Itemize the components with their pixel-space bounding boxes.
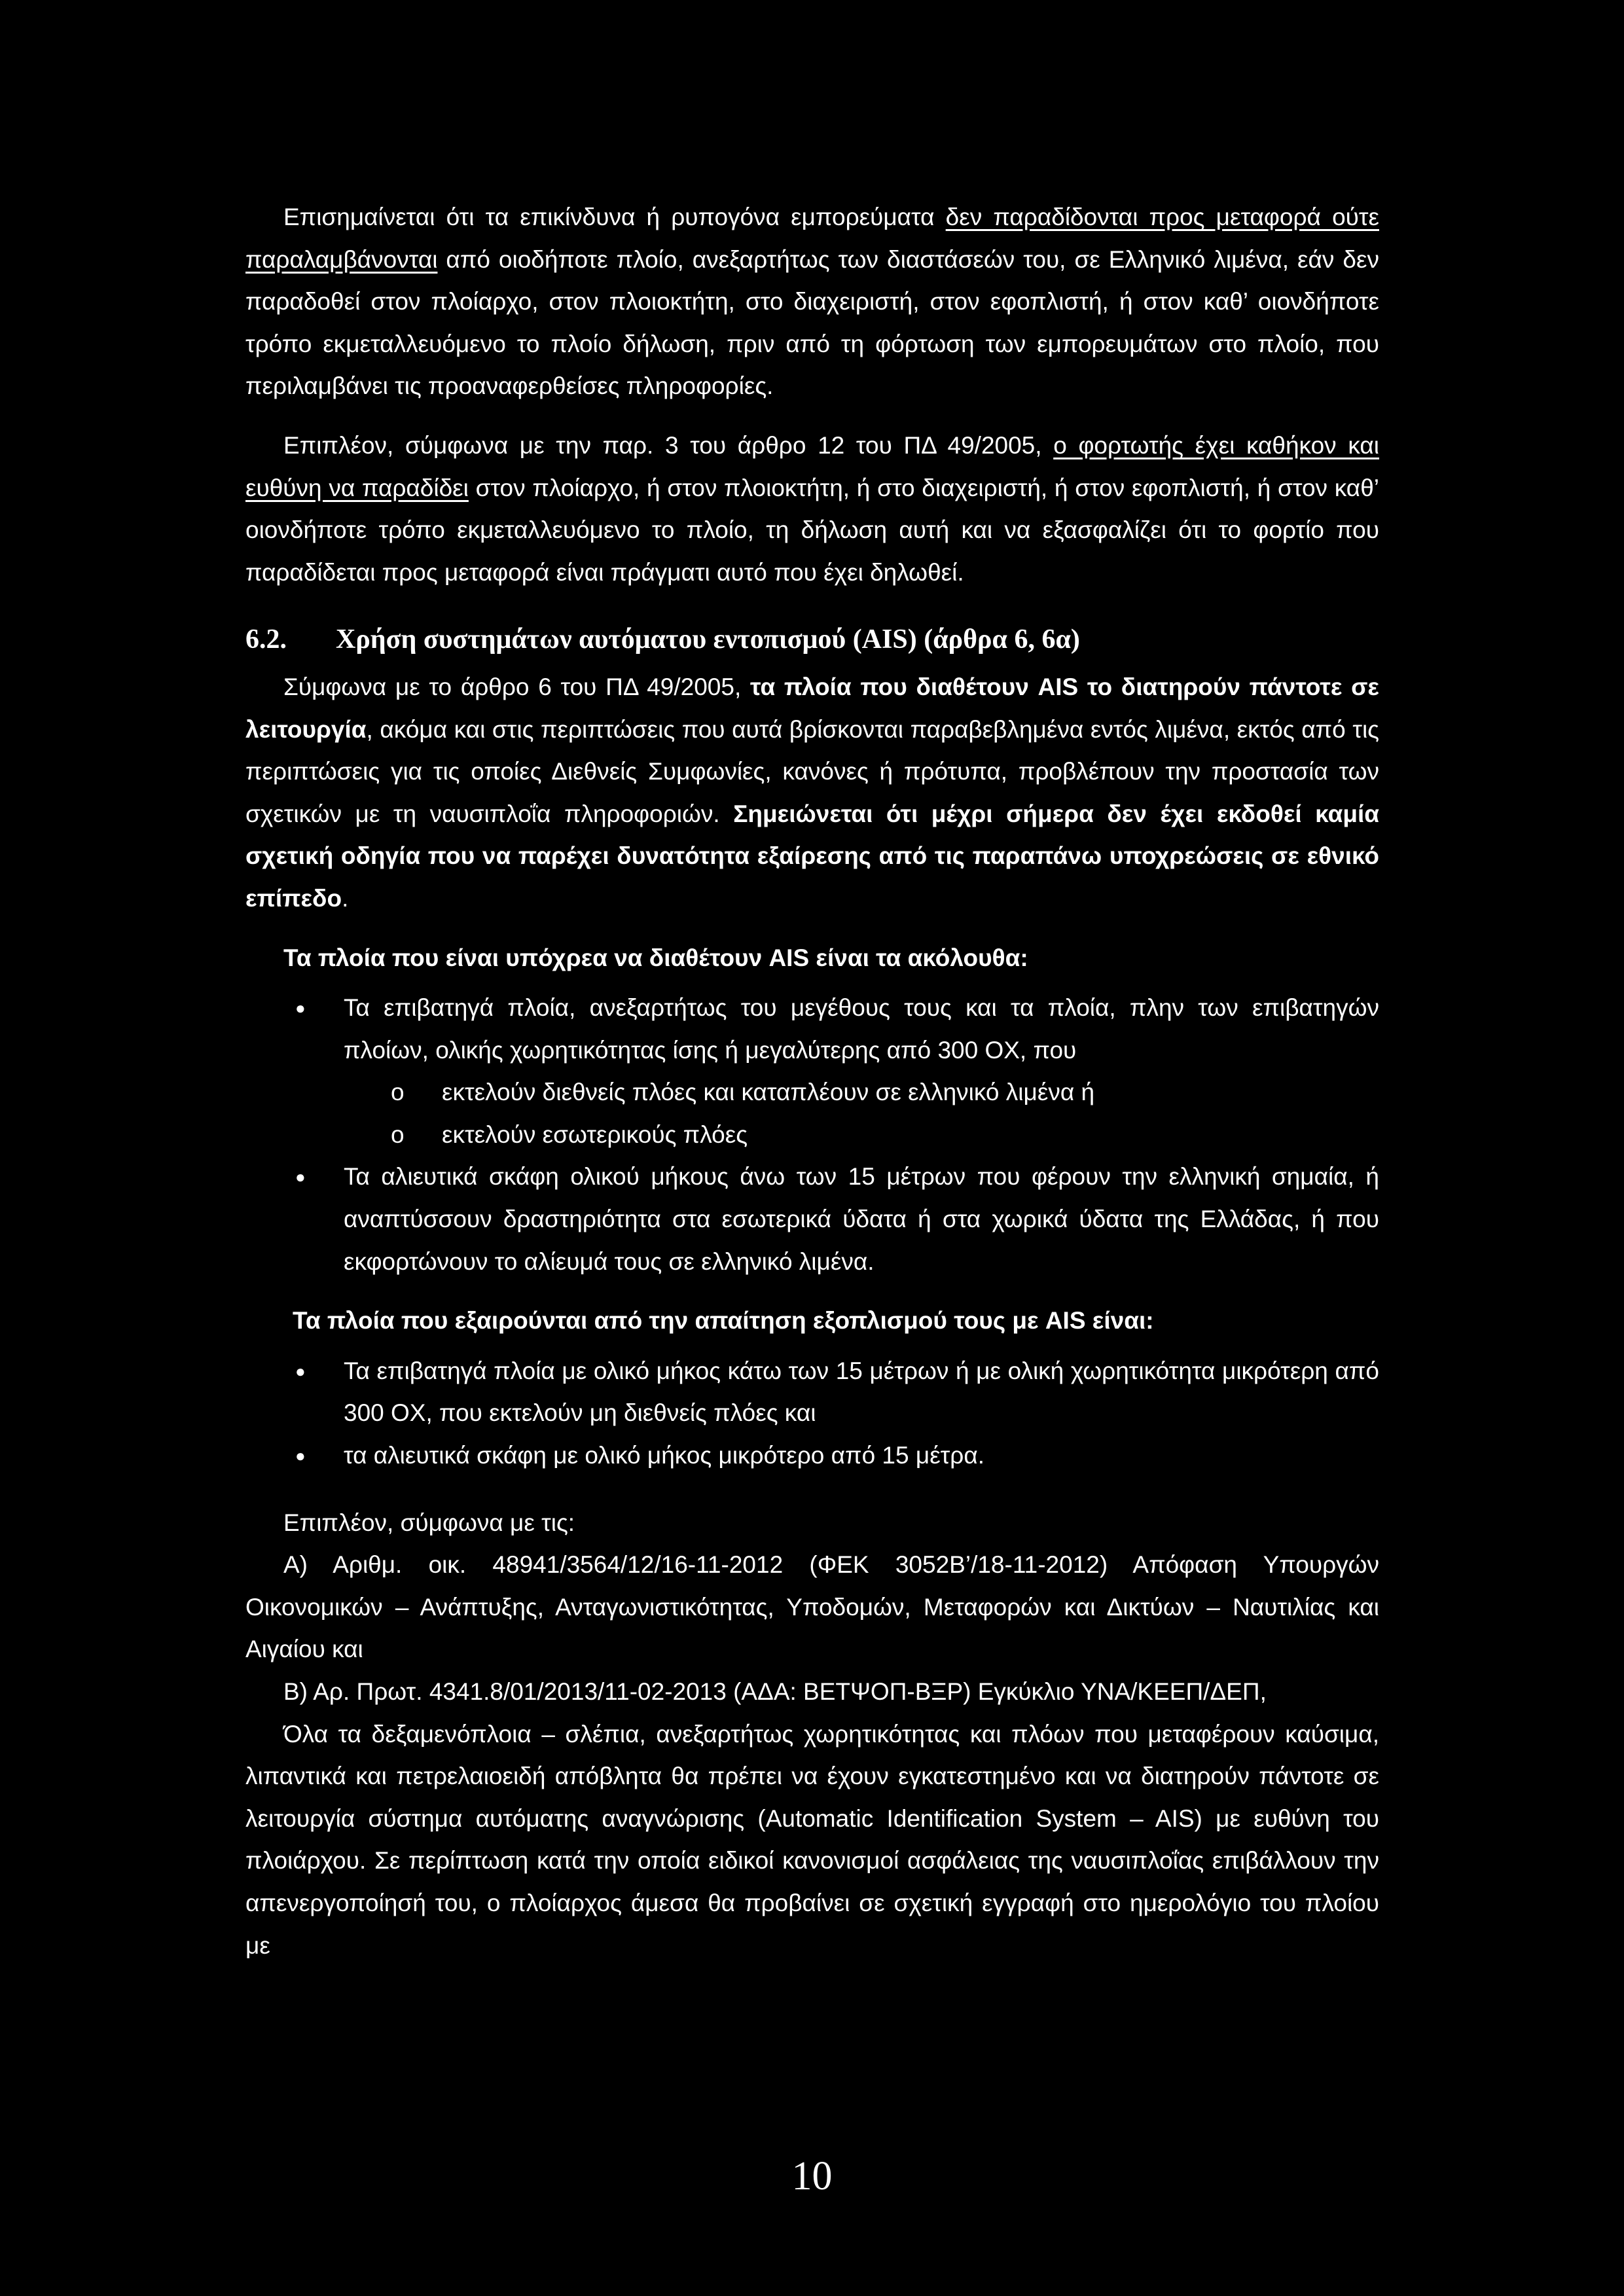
paragraph-shipper-duty: Επιπλέον, σύμφωνα με την παρ. 3 του άρθρο 12 του ΠΔ 49/2005, ο φορτωτής έχει καθήκον και ευθύνη να παραδίδει στον πλοίαρχο, ή στον πλοιοκτήτη, ή στο διαχειριστή, ή στον εφοπλιστή, ή στον καθ’ οιονδήποτε τρόπο εκμεταλλευόμενο το πλοίο, τη δήλωση αυτή και να εξασφαλίζει ότι το φορτίο που παραδίδεται προς μεταφορά είναι πράγματι αυτό που έχει δηλωθεί. xyxy=(245,431,1379,586)
circle-bullet-icon: o xyxy=(391,1121,405,1148)
list-item: ● Τα επιβατηγά πλοία, ανεξαρτήτως του μεγέθους τους και τα πλοία, πλην των επιβατηγών πλοίων, ολικής χωρητικότητας ίσης ή μεγαλύτερης από 300 ΟΧ, που xyxy=(245,987,1379,1071)
circle-bullet-icon: o xyxy=(391,1079,405,1106)
bold-phrase: Σημειώνεται ότι μέχρι σήμερα δεν έχει εκδοθεί καμία σχετική οδηγία που να παρέχει δυνατότητα εξαίρεσης από τις παραπάνω υποχρεώσεις σε εθνικό επίπεδο xyxy=(245,800,1379,912)
list-title-exempt: Τα πλοία που εξαιρούνται από την απαίτηση εξοπλισμού τους με AIS είναι: xyxy=(293,1307,1154,1335)
bold-phrase: τα πλοία που διαθέτουν AIS το διατηρούν πάντοτε σε λειτουργία xyxy=(245,673,1379,743)
section-title: Χρήση συστημάτων αυτόματου εντοπισμού (AIS) (άρθρα 6, 6α) xyxy=(336,624,1080,655)
reference-b: Β) Αρ. Πρωτ. 4341.8/01/2013/11-02-2013 (ΑΔΑ: ΒΕΤΨΟΠ-ΒΞΡ) Εγκύκλιο ΥΝΑ/ΚΕΕΠ/ΔΕΠ, xyxy=(283,1678,1267,1705)
page-content xyxy=(245,196,1379,1967)
paragraph-dangerous-goods: Επισημαίνεται ότι τα επικίνδυνα ή ρυπογόνα εμπορεύματα δεν παραδίδονται προς μεταφορά ούτε παραλαμβάνονται από οιοδήποτε πλοίο, ανεξαρτήτως των διαστάσεών του, σε Ελληνικό λιμένα, εάν δεν παραδοθεί στον πλοίαρχο, στον πλοιοκτήτη, στο διαχειριστή, στον εφοπλιστή, ή στον καθ’ οιονδήποτε τρόπο εκμεταλλευόμενο το πλοίο δήλωση, πριν από τη φόρτωση των εμπορευμάτων στο πλοίο, που περιλαμβάνει τις προαναφερθείσες πληροφορίες. xyxy=(245,204,1379,400)
list-item: ● τα αλιευτικά σκάφη με ολικό μήκος μικρότερο από 15 μέτρα. xyxy=(245,1435,1379,1477)
underlined-phrase: ο φορτωτής έχει καθήκον και ευθύνη να παραδίδει xyxy=(245,431,1379,501)
paragraph-tankers: Όλα τα δεξαμενόπλοια – σλέπια, ανεξαρτήτως χωρητικότητας και πλόων που μεταφέρουν καύσιμα, λιπαντικά και πετρελαιοειδή απόβλητα θα πρέπει να έχουν εγκατεστημένο και να διατηρούν πάντοτε σε λειτουργία σύστημα αυτόματης αναγνώρισης (Automatic Identification System – AIS) με ευθύνη του πλοιάρχου. Σε περίπτωση κατά την οποία ειδικοί κανονισμοί ασφάλειας της ναυσιπλοΐας επιβάλλουν την απενεργοποίησή του, ο πλοίαρχος άμεσα θα προβαίνει σε σχετική εγγραφή στο ημερολόγιο του πλοίου με xyxy=(245,1720,1379,1959)
exempt-vessels-list xyxy=(245,1350,1379,1477)
list-title-obliged: Τα πλοία που είναι υπόχρεα να διαθέτουν AIS είναι τα ακόλουθα: xyxy=(283,944,1028,971)
reference-a: Α) Αριθμ. οικ. 48941/3564/12/16-11-2012 (ΦΕΚ 3052Β’/18-11-2012) Απόφαση Υπουργών Οικονομικών – Ανάπτυξης, Ανταγωνιστικότητας, Υποδομών, Μεταφορών και Δικτύων – Ναυτιλίας και Αιγαίου και xyxy=(245,1551,1379,1663)
sub-list-item: o εκτελούν διεθνείς πλόες και καταπλέουν σε ελληνικό λιμένα ή xyxy=(245,1071,1379,1114)
section-number: 6.2. xyxy=(245,624,287,655)
list-item: ● Τα επιβατηγά πλοία με ολικό μήκος κάτω των 15 μέτρων ή με ολική χωρητικότητα μικρότερη από 300 ΟΧ, που εκτελούν μη διεθνείς πλόες και xyxy=(245,1350,1379,1435)
sub-list-item: o εκτελούν εσωτερικούς πλόες xyxy=(245,1114,1379,1157)
list-item: ● Τα αλιευτικά σκάφη ολικού μήκους άνω των 15 μέτρων που φέρουν την ελληνική σημαία, ή αναπτύσσουν δραστηριότητα στα εσωτερικά ύδατα ή στα χωρικά ύδατα της Ελλάδας, ή που εκφορτώνουν το αλίευμά τους σε ελληνικό λιμένα. xyxy=(245,1156,1379,1283)
page-number: 10 xyxy=(791,2154,833,2198)
obliged-vessels-list xyxy=(245,987,1379,1283)
paragraph-ais-usage: Σύμφωνα με το άρθρο 6 του ΠΔ 49/2005, τα πλοία που διαθέτουν AIS το διατηρούν πάντοτε σε λειτουργία, ακόμα και στις περιπτώσεις που αυτά βρίσκονται παραβεβλημένα εντός λιμένα, εκτός από τις περιπτώσεις για τις οποίες Διεθνείς Συμφωνίες, κανόνες ή πρότυπα, προβλέπουν την προστασία των σχετικών με τη ναυσιπλοΐα πληροφοριών. Σημειώνεται ότι μέχρι σήμερα δεν έχει εκδοθεί καμία σχετική οδηγία που να παρέχει δυνατότητα εξαίρεσης από τις παραπάνω υποχρεώσεις σε εθνικό επίπεδο. xyxy=(245,673,1379,912)
references-intro: Επιπλέον, σύμφωνα με τις: xyxy=(283,1509,575,1536)
underlined-phrase: δεν παραδίδονται προς μεταφορά ούτε παραλαμβάνονται xyxy=(245,204,1379,273)
section-heading xyxy=(245,619,1379,661)
